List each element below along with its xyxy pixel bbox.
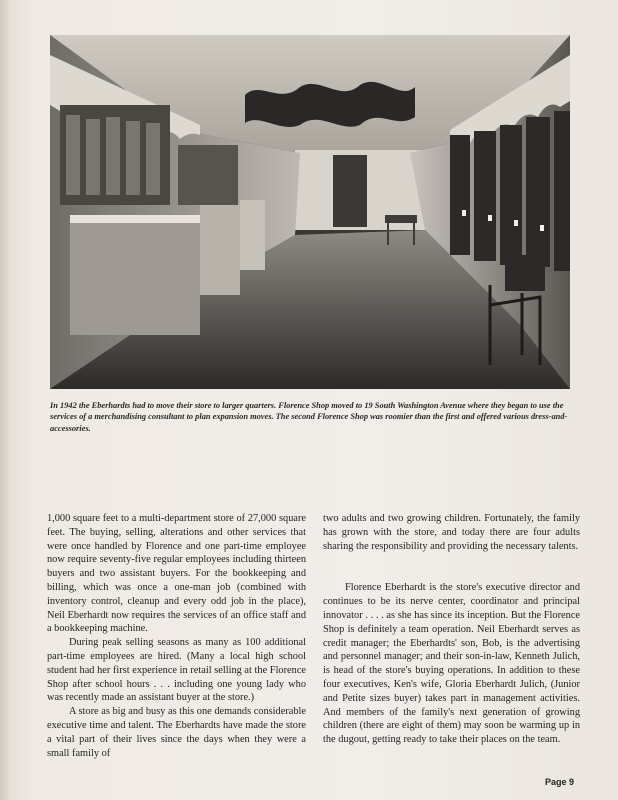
page-number: Page 9 (545, 777, 575, 787)
photo-caption: In 1942 the Eberhardts had to move their store to larger quarters. Florence Shop moved to 19 South Washington Avenue where they began to use the services of a merchandising consultant to plan expansion moves. The second Florence Shop was roomier than the first and offered various dress-and-accessories. (50, 401, 568, 433)
left-paragraph-1: 1,000 square feet to a multi-department store of 27,000 square feet. The buying, selling, alterations and other services that were once handled by Florence and one part-time employee now require seventy-five regular employees including thirteen buyers and two assistant buyers. For the bookkeeping and billing, which was once a one-man job (combined with inventory control, cleanup and every odd job in the place), Neil Eberhardt now requires the services of an office staff and a bookkeeping machine. (47, 513, 306, 635)
article-left-column (47, 512, 306, 760)
page-binding-edge (0, 0, 10, 800)
right-paragraph-2: Florence Eberhardt is the store's executive director and continues to be its nerve center, coordinator and principal innovator . . . . as she has since its inception. But the Florence Shop is definitely a team operation. Neil Eberhardt serves as credit manager; the Eberhardts' son, Bob, is the advertising and personnel manager; and their son-in-law, Kenneth Julich, is head of the store's buying operations. In addition to these four executives, Ken's wife, Gloria Eberhardt Julich, (Junior and Petite sizes buyer) takes part in management activities. And members of the family's next generation of growing children (there are eight of them) may soon be warming up in the dugout, getting ready to take their places on the team. (323, 582, 580, 746)
right-paragraph-1: two adults and two growing children. Fortunately, the family has grown with the store, and today there are four adults sharing the responsibility and providing the necessary talents. (323, 513, 580, 552)
left-paragraph-3: A store as big and busy as this one demands considerable executive time and talent. The Eberhardts have made the store a vital part of their lives since the days when they were a small family of (47, 706, 306, 759)
article-right-column (323, 512, 580, 747)
left-paragraph-2: During peak selling seasons as many as 100 additional part-time employees are hired. (Many a local high school student had her first experience in retail selling at the Florence Shop after school hours . . . including one young lady who was recently made an assistant buyer at the store.) (47, 637, 306, 704)
store-interior-photo (50, 35, 570, 389)
